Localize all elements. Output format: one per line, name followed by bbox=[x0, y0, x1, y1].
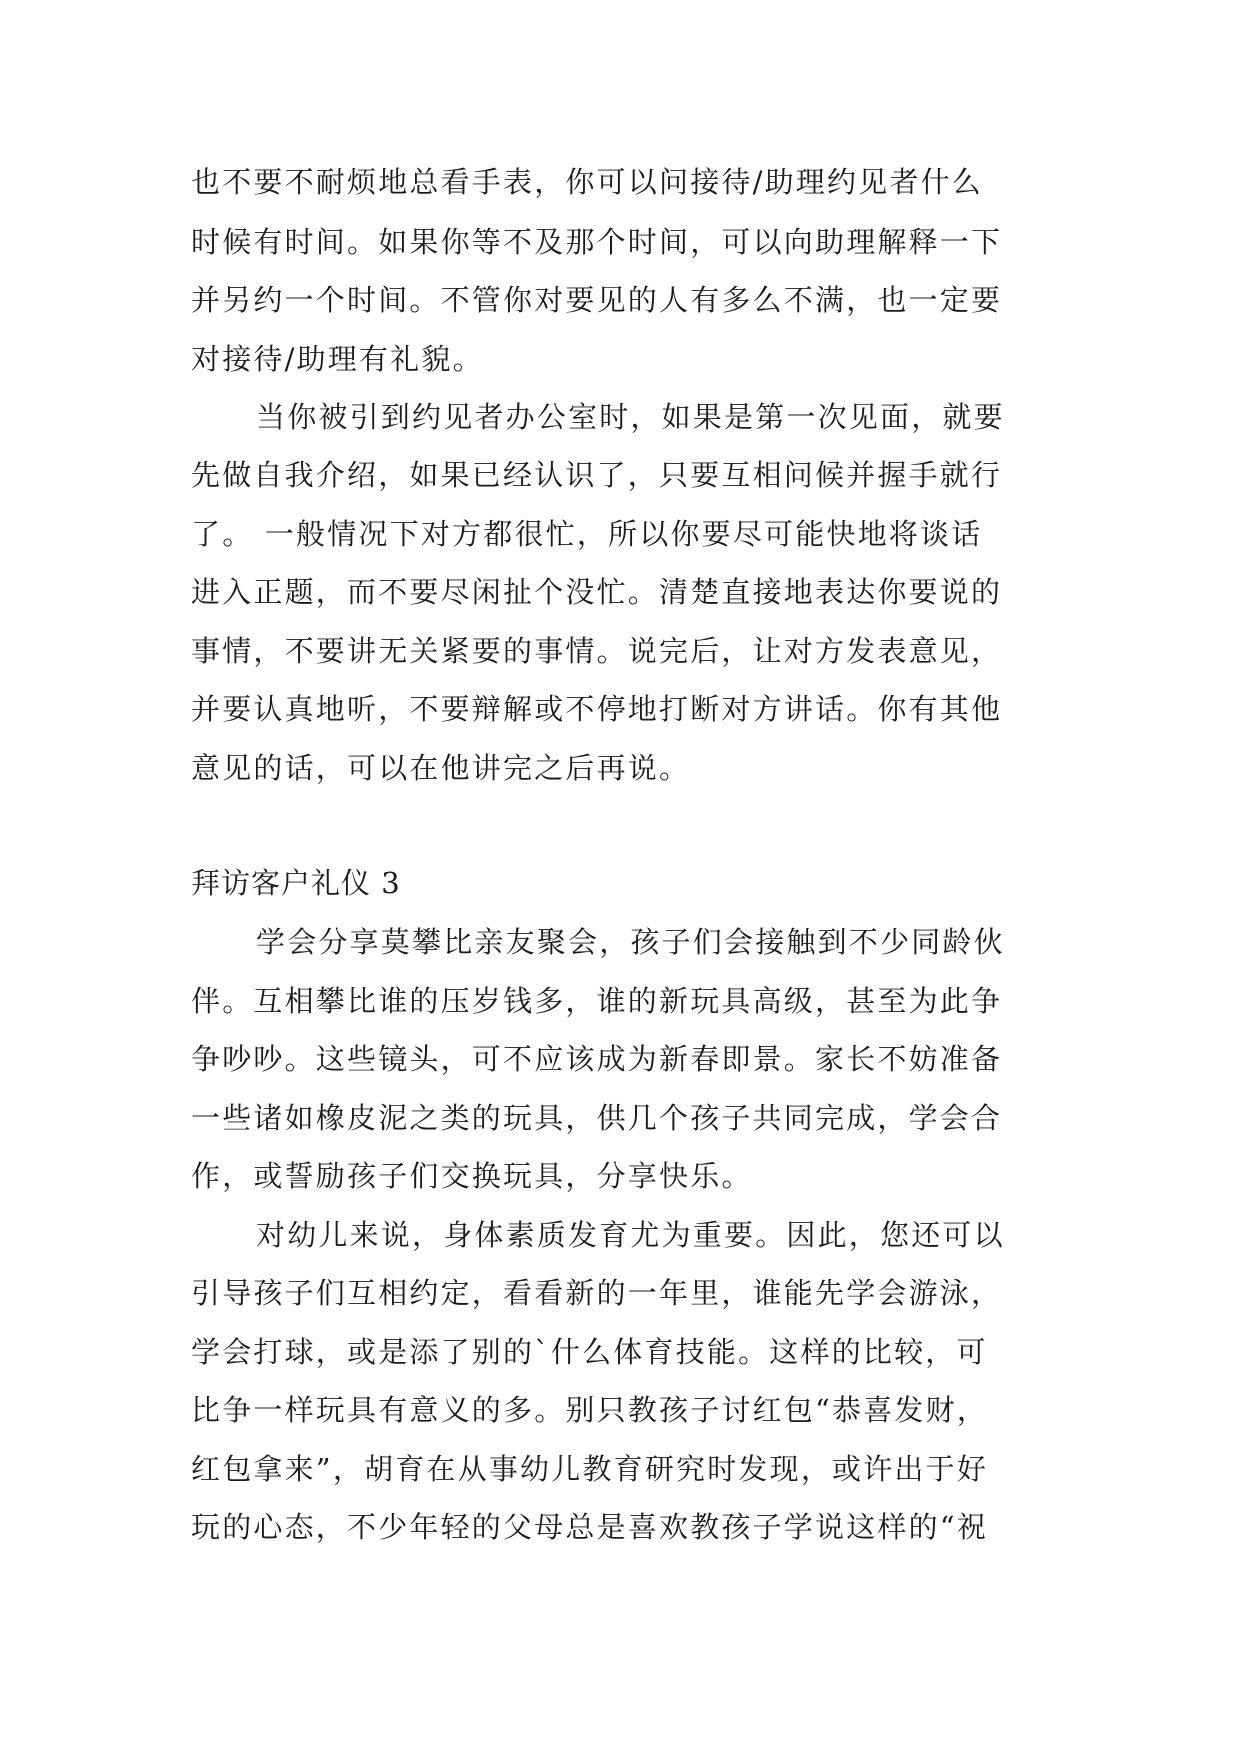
paragraph-line: 伴。互相攀比谁的压岁钱多，谁的新玩具高级，甚至为此争 bbox=[191, 984, 1003, 1018]
paragraph-line: 作，或誓励孩子们交换玩具，分享快乐。 bbox=[191, 1159, 753, 1193]
paragraph-line: 时候有时间。如果你等不及那个时间，可以向助理解释一下 bbox=[191, 225, 1003, 259]
paragraph-line: 争吵吵。这些镜头，可不应该成为新春即景。家长不妨准备 bbox=[191, 1042, 1003, 1076]
paragraph-line: 红包拿来”，胡育在从事幼儿教育研究时发现，或许出于好 bbox=[191, 1452, 989, 1486]
paragraph-line: 事情，不要讲无关紧要的事情。说完后，让对方发表意见， bbox=[191, 634, 1003, 668]
paragraph-line: 了。 一般情况下对方都很忙，所以你要尽可能快地将谈话 bbox=[191, 517, 983, 551]
paragraph-line: 对幼儿来说，身体素质发育尤为重要。因此，您还可以 bbox=[256, 1218, 1005, 1252]
paragraph-line: 学会分享莫攀比亲友聚会，孩子们会接触到不少同龄伙 bbox=[256, 925, 1005, 959]
paragraph-line: 并另约一个时间。不管你对要见的人有多么不满，也一定要 bbox=[191, 283, 1003, 317]
paragraph-line: 也不要不耐烦地总看手表，你可以问接待/助理约见者什么 bbox=[191, 165, 983, 199]
paragraph-line: 比争一样玩具有意义的多。别只教孩子讨红包“恭喜发财， bbox=[191, 1393, 989, 1427]
paragraph-line: 一些诸如橡皮泥之类的玩具，供几个孩子共同完成，学会合 bbox=[191, 1101, 1003, 1135]
paragraph-line: 对接待/助理有礼貌。 bbox=[191, 342, 484, 376]
paragraph-line: 引导孩子们互相约定，看看新的一年里，谁能先学会游泳， bbox=[191, 1276, 1003, 1310]
paragraph-line: 学会打球，或是添了别的`什么体育技能。这样的比较，可 bbox=[191, 1335, 988, 1369]
paragraph-line: 当你被引到约见者办公室时，如果是第一次见面，就要 bbox=[256, 400, 1005, 434]
section-heading: 拜访客户礼仪 3 bbox=[191, 866, 401, 900]
paragraph-line: 进入正题，而不要尽闲扯个没忙。清楚直接地表达你要说的 bbox=[191, 575, 1003, 609]
paragraph-line: 并要认真地听，不要辩解或不停地打断对方讲话。你有其他 bbox=[191, 692, 1003, 726]
paragraph-line: 先做自我介绍，如果已经认识了，只要互相问候并握手就行 bbox=[191, 458, 1003, 492]
paragraph-line: 意见的话，可以在他讲完之后再说。 bbox=[191, 751, 691, 785]
paragraph-line: 玩的心态，不少年轻的父母总是喜欢教孩子学说这样的“祝 bbox=[191, 1510, 989, 1544]
